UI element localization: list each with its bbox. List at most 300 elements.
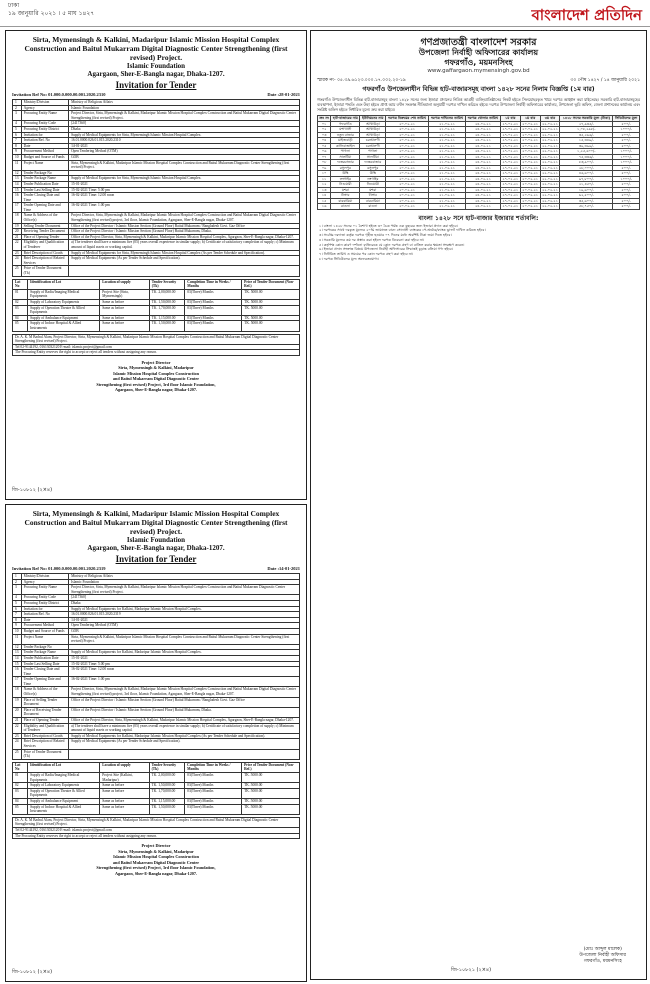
condition-item: ৬। ইজারা প্রদান সংক্রান্ত বিষয়ে উপজেলা নির্বাহী অফিসারের সিদ্ধান্তই চূড়ান্ত বলিয়া গণ্য হইবে। (319, 247, 453, 252)
spec-value (69, 266, 300, 276)
market-cell: সালটিয়া (331, 154, 360, 160)
lot-cell: 04 (13, 798, 28, 804)
invitation-heading: Invitation for Tender (115, 80, 197, 90)
spec-no: 4 (13, 121, 22, 127)
signature-line: Islamic Mission Hospital Complex Construction (113, 370, 199, 376)
spec-value: Office of the Project Director / Islamic Mission Section (Ground Floor) Baitul Mukarram, Dhaka. (69, 707, 300, 717)
spec-label: Tender Package Name (21, 650, 68, 656)
spec-no: 11 (13, 160, 22, 170)
market-cell: গফরগাঁও (331, 121, 360, 127)
market-cell: ২০.০২.২১ (386, 121, 429, 127)
market-cell: ২৪.০২.২১ (465, 193, 500, 199)
spec-no: 15 (13, 661, 22, 667)
lot-cell: TK. 5000.00 (242, 299, 300, 305)
lot-header-cell: Tender Security (Tk) (149, 279, 185, 289)
market-cell: ২৭.০২.২১ (502, 198, 519, 203)
lot-header-cell: Completion Time in Weeks / Months (185, 279, 242, 289)
market-cell: ২১.০২.২১ (429, 187, 466, 193)
lot-header-cell: Identification of Lot (28, 762, 100, 772)
lot-cell: TK. 5000.00 (242, 798, 300, 804)
official-table (12, 334, 300, 356)
market-cell: ২২.০২.২১ (541, 165, 558, 170)
spec-value: a) The tenderer shall have a minimum five (05) years overall experience in similar supply; b) Certificate of satisfactory completion of supply; c) Minimum amount of liquid assets or working capital. (69, 240, 300, 250)
spec-value: Project Director, Sirta, Mymensingh & Kalkini, Madaripur Islamic Mission Hospital Complex Construction and Baitul Mukarram Digital Diagnostic Center Strengthening (first revised) project, 3rd floor, Islamic Foundation, Agargaon, Sher-E-Bangla nagar, Dhaka-1207. (69, 687, 300, 697)
market-cell: নিগুয়ারী (331, 182, 360, 188)
lot-cell: 03(Three) Months (185, 305, 242, 315)
spec-value: 15-02-2021 Time: 5.00 pm (69, 661, 300, 667)
official-contact: Tel 02-9144192, 01613032120 E-mail: islamic.project@gmail.com (13, 827, 300, 833)
signature-line: Strengthening (first revised) Project, 3rd floor Islamic Foundation, (96, 865, 216, 871)
market-cell: ২৭.০২.২১ (502, 127, 519, 131)
government-title: গণপ্রজাতন্ত্রী বাংলাদেশ সরকার (420, 37, 537, 48)
spec-row (13, 634, 300, 644)
market-cell: ১০০০/- (613, 127, 640, 133)
spec-no: 23 (13, 250, 22, 256)
spec-value: Supply of Medical Equipments for Kalkini, Madaripur Islamic Mission Hospital Complex. (69, 650, 300, 656)
spec-no: 3 (13, 585, 22, 595)
official-name: Dr. A. K. M Badrul Alam, Project Director, Sirta, Mymensingh & Kalkini, Madaripur Islamic Mission Hospital Complex Construction and Baitul Mukarram Digital Diagnostic Center Strengthening (first revised) Project. (13, 334, 300, 344)
spec-value: GOB (69, 154, 300, 160)
lot-cell: TK. 1,70,000.00 (149, 788, 185, 798)
signature-line: Strengthening (first revised) Project, 3rd floor Islamic Foundation, (96, 381, 216, 387)
lot-cell: Supply of Indoor Hospital & Allied Instruments (28, 321, 100, 331)
spec-value: Islamic Foundation (69, 579, 300, 585)
market-cell: নতুন বাজার (331, 132, 360, 138)
spec-no: 13 (13, 650, 22, 656)
spec-no: 18 (13, 687, 22, 697)
spec-no: 19 (13, 223, 22, 229)
lot-header-cell: Price of Tender Document (Non-Ref.) (242, 279, 300, 289)
market-cell: ০৯ (318, 165, 331, 171)
official-table (12, 817, 300, 839)
market-cell: আখাউড়া (360, 121, 386, 127)
spec-no: 13 (13, 176, 22, 182)
spec-no: 22 (13, 723, 22, 733)
condition-item: ৪। সরকারি মূল্যের কম দর প্রস্তাব করা হইলে দরপত্র বিবেচনা করা হইবে না। (319, 237, 425, 242)
market-cell: ২০.০২.২১ (522, 165, 539, 170)
market-row (318, 204, 640, 210)
market-cell: ৩৯,৩৯৯/- (560, 143, 613, 149)
market-cell: ২০.০২.২১ (522, 193, 539, 197)
market-cell: ২৪.০২.২১ (465, 121, 500, 127)
lot-row (13, 788, 300, 798)
market-cell: টাঙ্গাব (331, 193, 360, 199)
spec-no: 1 (13, 574, 22, 580)
lot-cell: Same as before (100, 804, 149, 814)
lot-cell: 03(Three) Months (185, 788, 242, 798)
market-cell: ৫০০/- (613, 165, 640, 171)
lot-cell: TK. 5000.00 (242, 772, 300, 782)
market-cell: ২০.০২.২১ (386, 160, 429, 166)
condition-item: ৩। সর্বোচ্চ দরদাতা কর্তৃক দরপত্র গৃহীত হওয়ার ০৭ দিনের মধ্যে অবশিষ্ট টাকা জমা দিতে হইবে। (319, 233, 452, 238)
lot-cell: 05 (13, 321, 28, 331)
spec-no: 9 (13, 623, 22, 629)
lot-cell: TK. 5000.00 (242, 315, 300, 321)
spec-no: 12 (13, 170, 22, 176)
spec-row (13, 213, 300, 223)
ref-date: Date :14-01-2021 (267, 566, 300, 571)
market-cell: ১১ (318, 176, 331, 182)
lot-table (12, 762, 300, 815)
spec-value: Office of the Project Director / Islamic Mission Section (Ground Floor) Baitul Mukarram / Bangladesh Govt. Gaz Office (69, 223, 300, 229)
market-cell: ২২.০২.২১ (541, 121, 558, 126)
market-cell: ২০.০২.২১ (522, 154, 539, 159)
tender-spec-table (12, 573, 300, 760)
market-cell: ২০.০২.২১ (522, 171, 539, 175)
market-cell: ১০০০/- (613, 160, 640, 166)
spec-no: 9 (13, 149, 22, 155)
market-cell: ২৭.০২.২১ (502, 176, 519, 181)
lot-cell: TK. 1,50,000.00 (149, 299, 185, 305)
spec-row (13, 193, 300, 203)
spec-value: Office of the Project Director, Sirta, Mymensingh & Kalkini, Madaripur Islamic Mission Hospital Complex, Agargaon, Sher-E-Bangla nagar, Dhaka-1207. (69, 718, 300, 724)
spec-value: Supply of Medical Equipments for Kalkini, Madaripur Islamic Mission Hospital Complex (As per Tender Schedule and Specification). (69, 733, 300, 739)
spec-value: Office of the Project Director, Sirta, Mymensingh & Kalkini, Madaripur Islamic Mission Hospital Complex, Agargaon, Sher-E-Bangla nagar, Dhaka-1207. (69, 234, 300, 240)
lot-row (13, 804, 300, 814)
market-cell: ২৮,০০০/- (560, 165, 613, 171)
official-contact: Tel 02-9144192, 01613032120 E-mail: islamic.project@gmail.com (13, 344, 300, 350)
spec-row (13, 111, 300, 121)
spec-no: 17 (13, 677, 22, 687)
newspaper-logo: বাংলাদেশ প্রতিদিন (531, 6, 642, 24)
spec-value: 15-01-2021 (69, 655, 300, 661)
lot-cell: Same as before (100, 305, 150, 315)
spec-value: Supply of Medical Equipments (As per Tender Schedule and Specification). (69, 256, 300, 266)
spec-value: Ministry of Religious Affairs (69, 574, 300, 580)
lot-cell: 03(Three) Months (185, 321, 242, 331)
tender-notice-2 (5, 504, 307, 982)
spec-no: 16 (13, 667, 22, 677)
spec-label: Price of Tender Document (Tk) (21, 749, 68, 759)
market-cell: ২২.০২.২১ (541, 182, 558, 186)
spec-no: 17 (13, 203, 22, 213)
market-cell: রাওনা (360, 204, 386, 210)
lot-cell: Project Site (Kalkini, Madaripur) (100, 772, 149, 782)
spec-row (13, 733, 300, 739)
spec-label: Brief Description of Goods (21, 250, 68, 256)
spec-no: 6 (13, 606, 22, 612)
ref-line (6, 92, 306, 97)
market-cell: লংগাইর (331, 176, 360, 182)
market-cell: ৫০০/- (613, 121, 640, 127)
lot-cell: Supply of Operation Theatre & Allied Equipments (28, 788, 100, 798)
lot-row (13, 321, 300, 331)
market-cell: ২৭.০২.২১ (502, 143, 519, 148)
market-cell: ২০.০২.২১ (386, 143, 429, 149)
spec-label: Place of Opening Tender (21, 234, 68, 240)
auction-intro: গফরগাঁও উপজেলাধীন বিভিন্ন হাট-বাজারসমূহ বাংলা ১৪২৮ সনের জন্য ইজারা প্রদানের নিমিত্ত আগ্রহী ব্যক্তি/প্রতিষ্ঠানের নিকট হইতে সিলমোহরকৃত খামে দরপত্র আহ্বান করা যাইতেছে। সরকারি হাট-বাজারসমূহের ব্যবস্থাপনা, ইজারা পদ্ধতি এবং উহা হইতে প্রাপ্ত আয় বণ্টন সংক্রান্ত নীতিমালা অনুযায়ী দরপত্র দাখিল করিতে হইবে। দরপত্র উপজেলা নির্বাহী অফিসারের কার্যালয়, উপজেলা ভূমি অফিস, জেলা প্রশাসকের কার্যালয় এবং সংশ্লিষ্ট অফিস হইতে নির্ধারিত মূল্যে ক্রয় করা যাইবে। (317, 97, 640, 112)
market-cell: ২০.০২.২১ (386, 138, 429, 144)
lot-cell: Supply of Laboratory Equipments (28, 299, 100, 305)
lot-cell: 03 (13, 788, 28, 798)
spec-no: 10 (13, 628, 22, 634)
market-cell: রাওনা (331, 204, 360, 210)
market-row (318, 132, 640, 138)
spec-row (13, 749, 300, 759)
spec-label: Tender Last Selling Date (21, 661, 68, 667)
spec-no: 10 (13, 154, 22, 160)
spec-no: 3 (13, 111, 22, 121)
lot-table (12, 279, 300, 332)
signature-line: Project Director (141, 843, 171, 849)
spec-value (69, 749, 300, 759)
spec-row (13, 697, 300, 707)
spec-label: Selling Tender Document (21, 223, 68, 229)
lot-header-row (13, 279, 300, 289)
market-cell: ২২.০২.২১ (541, 171, 558, 175)
spec-value: 16-02-2021 Time: 12.00 noon (69, 667, 300, 677)
market-cell: ২৪.০২.২১ (465, 176, 500, 182)
spec-no: 14 (13, 181, 22, 187)
spec-row (13, 203, 300, 213)
market-cell: ৪৬,৬০০/- (560, 171, 613, 177)
spec-no: 24 (13, 256, 22, 266)
signature-line: Islamic Mission Hospital Complex Construction (113, 854, 199, 860)
market-cell: ১২ (318, 182, 331, 188)
spec-value: Sirta, Mymensingh & Kalkini, Madaripur Islamic Mission Hospital Complex Construction and Baitul Mukarram Diagnostic Center Strengthening (first revised) Project. (69, 160, 300, 170)
spec-label: Procurement Method (21, 149, 68, 155)
market-cell: ৯৭,৮০০/- (560, 176, 613, 182)
spec-value: 16-02-2021 Time: 1.00 pm (69, 203, 300, 213)
market-cell: ০২ (318, 127, 331, 133)
market-cell: উস্থি (360, 171, 386, 177)
lot-header-cell: Location of supply (100, 762, 149, 772)
signature-line: Agargaon, Sher-E-Bangla nagar, Dhaka-1207. (114, 870, 198, 876)
spec-no: 7 (13, 138, 22, 144)
market-cell: ০১ (318, 121, 331, 127)
market-cell: ০৬ (318, 149, 331, 155)
spec-label: Date (21, 617, 68, 623)
ref-number: Invitation Ref No: 01.000.0.000.00.001.2020.2319 (12, 566, 106, 571)
market-cell: ২৪.০২.২১ (465, 171, 500, 177)
market-cell: দত্তেরবাজার (331, 160, 360, 166)
lot-cell: Supply of Radio/Imaging Medical Equipments (28, 289, 100, 299)
spec-row (13, 585, 300, 595)
office-website: www.gaffargaon.mymensingh.gov.bd (427, 68, 530, 74)
spec-row (13, 677, 300, 687)
memo-date: ৩০ পৌষ ১৪২৭ / ১৪ জানুয়ারি ২০২১ (570, 78, 640, 83)
market-cell: লংগাইর (360, 176, 386, 182)
market-cell: ৫০০/- (613, 204, 640, 210)
spec-row (13, 240, 300, 250)
market-cell: ১০০০/- (613, 149, 640, 155)
market-cell: দত্তেরবাজার (360, 160, 386, 166)
spec-label: Ministry/Division (21, 574, 68, 580)
spec-label: Place of Receiving Tender Document (21, 707, 68, 717)
condition-item: ২। দরপত্রের সাথে দরকৃত মূল্যের ২০% জামানত বাবদ সোনালী ব্যাংকের পে-অর্ডার/ব্যাংক ড্রাফট দাখিল করিতে হইবে। (319, 228, 486, 233)
spec-value: Supply of Medical Equipments for Kalkini, Madaripur Islamic Mission Hospital Complex. (69, 606, 300, 612)
conditions-list (311, 224, 646, 262)
spec-label: Agency (21, 579, 68, 585)
market-cell: ২১.০২.২১ (429, 160, 466, 166)
market-cell: ১৯,৬০০/- (560, 187, 613, 193)
market-header-cell: দরপত্র বিক্রয়ের শেষ তারিখ (386, 116, 429, 122)
spec-label: Brief Description of Goods (21, 733, 68, 739)
market-cell: ২০.০২.২১ (522, 149, 539, 153)
market-cell: ২৪.০২.২১ (465, 143, 500, 149)
newspaper-masthead (0, 0, 650, 27)
market-cell: উস্থি (331, 171, 360, 177)
notice-org: Islamic Foundation (126, 536, 186, 544)
market-cell: ২৪.০২.২১ (465, 182, 500, 188)
market-cell: ০৪ (318, 138, 331, 144)
market-cell: ২০.০২.২১ (522, 204, 539, 208)
spec-value: Supply of Medical Equipments for Sirta, Mymensingh Islamic Mission Hospital Complex (As per Tender Schedule and Specification). (69, 250, 300, 256)
notice-org: Islamic Foundation (126, 62, 186, 70)
lot-cell: TK. 5000.00 (242, 305, 300, 315)
spec-no: 11 (13, 634, 22, 644)
masthead-date-text: ১৯ জানুয়ারি ২০২১ । ৫ মাঘ ১৪২৭ (8, 10, 95, 17)
market-cell: ৫৮,৭৫০/- (560, 204, 613, 210)
spec-label: Tender Closing Date and Time (21, 667, 68, 677)
lot-cell: TK. 5000.00 (242, 289, 300, 299)
market-cell: ১০০০/- (613, 154, 640, 160)
spec-label: Tender Package No (21, 170, 68, 176)
market-cell: ২৪.০২.২১ (465, 127, 500, 133)
spec-no: 20 (13, 229, 22, 235)
spec-value: GOB (69, 628, 300, 634)
spec-no: 24 (13, 739, 22, 749)
spec-no: 5 (13, 600, 22, 606)
spec-no: 20 (13, 707, 22, 717)
signature-line: গফরগাঁও, ময়মনসিংহ (583, 959, 622, 964)
spec-no: 14 (13, 655, 22, 661)
spec-label: Procuring Entity Code (21, 595, 68, 601)
spec-row (13, 718, 300, 724)
market-cell: ২৪.০২.২১ (465, 187, 500, 193)
lot-cell: Same as before (100, 315, 150, 321)
tender-spec-table (12, 99, 300, 277)
auction-headline: গফরগাঁও উপজেলাধীন বিভিন্ন হাট-বাজারসমূহ বাংলা ১৪২৮ সনের নিলাম বিজ্ঞপ্তি (১ম বার) (362, 86, 595, 93)
market-cell: ২৪.০২.২১ (465, 160, 500, 166)
lot-row (13, 783, 300, 789)
lot-cell: Same as before (100, 299, 150, 305)
market-header-cell: হাট-বাজারের নাম (331, 116, 360, 122)
market-cell: ৫০০/- (613, 138, 640, 144)
spec-no: 25 (13, 266, 22, 276)
english-tender-column (5, 30, 305, 980)
market-cell: ০৭ (318, 154, 331, 160)
spec-label: Procuring Entity Name (21, 585, 68, 595)
lot-row (13, 315, 300, 321)
market-cell: ০৮ (318, 160, 331, 166)
spec-row (13, 667, 300, 677)
spec-row (13, 266, 300, 276)
market-header-cell: ১৪২৮ সনের সরকারি মূল্য (টাকা) (560, 116, 613, 122)
spec-value: [2417360] (69, 595, 300, 601)
market-cell: ২২.০২.২১ (541, 154, 558, 159)
lot-cell: 05 (13, 804, 28, 814)
condition-item: ৫। কর্তৃপক্ষ কোন কারণ দর্শানো ব্যতিরেকে যে কোন দরপত্র গ্রহণ বা বাতিল করার ক্ষমতা সংরক্ষণ করেন। (319, 242, 465, 247)
spec-label: Date (21, 143, 68, 149)
market-cell: ২১.০২.২১ (429, 138, 466, 144)
spec-no: 12 (13, 644, 22, 650)
ref-number: Invitation Ref No: 01.000.0.000.00.001.2020.2310 (12, 92, 106, 97)
spec-value: Ministry of Religious Affairs (69, 100, 300, 106)
market-cell: ২২.০২.২১ (541, 187, 558, 192)
spec-label: Tender Closing Date and Time (21, 193, 68, 203)
spec-value: 15-01-2021 (69, 181, 300, 187)
spec-no: 22 (13, 240, 22, 250)
spec-label: Place of Selling Tender Document (21, 697, 68, 707)
market-cell: ২৪.০২.২১ (465, 154, 500, 160)
spec-label: Budget and Source of Funds (21, 628, 68, 634)
spec-no: 7 (13, 612, 22, 618)
spec-label: Procuring Entity District (21, 600, 68, 606)
market-cell: ২২.০২.২১ (541, 132, 558, 137)
market-cell: ২১.০২.২১ (429, 121, 466, 127)
lot-header-cell: Identification of Lot (28, 279, 100, 289)
market-cell: ১০ (318, 171, 331, 177)
official-name: Dr. A. K. M Badrul Alam, Project Director, Sirta, Mymensingh & Kalkini, Madaripur Islamic Mission Hospital Complex Construction and Baitul Mukarram Digital Diagnostic Center Strengthening (first revised) Project. (13, 817, 300, 827)
spec-no: 25 (13, 749, 22, 759)
market-cell: ৫০০/- (613, 182, 640, 188)
spec-value: 16-02-2021 Time: 1.00 pm (69, 677, 300, 687)
market-cell: ৬২,৫০০/- (560, 193, 613, 199)
market-cell: ১৫,৩৪৯/- (560, 138, 613, 144)
market-cell: ২১.০২.২১ (429, 182, 466, 188)
officer-signature (579, 947, 626, 965)
spec-value: Dhaka (69, 600, 300, 606)
market-cell: ২১.০২.২১ (429, 198, 466, 204)
market-cell: ২১.০২.২১ (429, 176, 466, 182)
market-cell: ২০.০২.২১ (386, 198, 429, 204)
market-cell: ২০.০২.২১ (522, 160, 539, 164)
spec-label: Ministry/Division (21, 100, 68, 106)
spec-row (13, 707, 300, 717)
signature-block (6, 360, 306, 393)
market-cell: ২১.০২.২১ (429, 132, 466, 138)
market-cell: নিগুয়ারী (360, 182, 386, 188)
spec-value: Open Tendering Method (OTM) (69, 149, 300, 155)
market-cell: ১,২৫,৬০০/- (560, 149, 613, 155)
market-cell: ১,০৮,২৯৮/- (560, 127, 613, 133)
market-cell: ২২.০২.২১ (541, 149, 558, 153)
spec-value: Supply of Medical Equipments (As per Tender Schedule and Specification). (69, 739, 300, 749)
spec-value: 14-01-2021 (69, 143, 300, 149)
spec-no: 8 (13, 617, 22, 623)
market-cell: ৫০০/- (613, 193, 640, 199)
spec-label: Name & Address of the Office(s) (21, 687, 68, 697)
market-cell: ২৪.০২.২১ (465, 138, 500, 144)
spec-label: Tender Publication Date (21, 181, 68, 187)
spec-label: Invitation for (21, 132, 68, 138)
spec-label: Tender Package No (21, 644, 68, 650)
market-cell: পাগলা (360, 149, 386, 155)
lot-cell: Supply of Ambulance Equipment (28, 315, 100, 321)
market-cell: কালিবাজাইল (331, 143, 360, 149)
gd-number: জি-১০৮১২ (২×৪) (12, 487, 53, 493)
spec-no: 1 (13, 100, 22, 106)
lot-cell: Same as before (100, 321, 150, 331)
market-cell: চরআলগী (360, 143, 386, 149)
market-cell: রসুলপুর (360, 165, 386, 171)
market-cell: ২৪.০২.২১ (465, 198, 500, 204)
signature-line: and Baitul Mukarram Digital Diagnostic Center (112, 859, 200, 865)
spec-value: a) The tenderer shall have a minimum five (05) years overall experience in similar supply; b) Certificate of satisfactory completion of supply; c) Minimum amount of liquid assets or working capital. (69, 723, 300, 733)
spec-no: 4 (13, 595, 22, 601)
market-cell: ১৪ (318, 193, 331, 199)
market-cell: ১৬ (318, 204, 331, 210)
market-row (318, 121, 640, 127)
spec-label: Tender Package Name (21, 176, 68, 182)
market-cell: ২২.০২.২১ (541, 204, 558, 208)
spec-value: [2417360] (69, 121, 300, 127)
spec-no: 23 (13, 733, 22, 739)
lot-cell: 02 (13, 783, 28, 789)
spec-value: 16-02-2021 Time: 12.00 noon (69, 193, 300, 203)
market-cell: রসুলপুর (331, 165, 360, 171)
